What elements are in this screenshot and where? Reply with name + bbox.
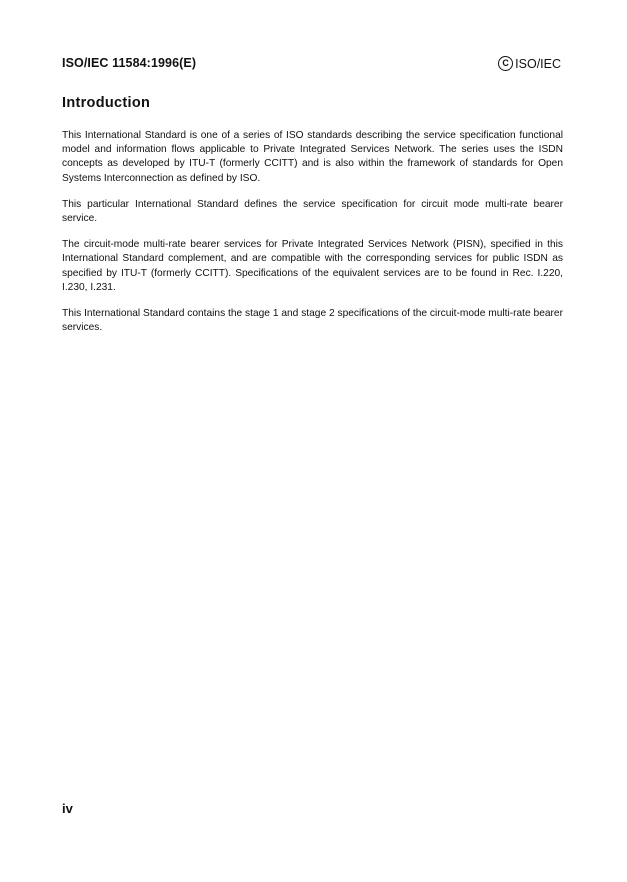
page-title: Introduction — [62, 95, 151, 111]
copyright-holder: ISO/IEC — [515, 56, 561, 71]
copyright-notice — [498, 56, 561, 71]
copyright-icon: C — [498, 56, 513, 71]
paragraph-2: This particular International Standard defines the service specification for circuit mode multi-rate bearer service. — [62, 198, 563, 225]
standard-identifier: ISO/IEC 11584:1996(E) — [62, 56, 197, 70]
page-number: iv — [62, 801, 73, 816]
paragraph-1: This International Standard is one of a series of ISO standards describing the service specification functional model and information flows applicable to Private Integrated Services Network. The series uses the ISDN concepts as developed by ITU-T (formerly CCITT) and is also within the framework of standards for Open Systems Interconnection as defined by ISO. — [62, 130, 563, 184]
paragraph-3: The circuit-mode multi-rate bearer services for Private Integrated Services Network (PISN), specified in this International Standard complement, and are compatible with the corresponding services for public ISDN as specified by ITU-T (formerly CCITT). Specifications of the equivalent services are to be found in Rec. I.220, I.230, I.231. — [62, 239, 563, 293]
paragraph-4: This International Standard contains the stage 1 and stage 2 specifications of the circuit-mode multi-rate bearer services. — [62, 308, 563, 334]
body-text — [62, 129, 563, 347]
